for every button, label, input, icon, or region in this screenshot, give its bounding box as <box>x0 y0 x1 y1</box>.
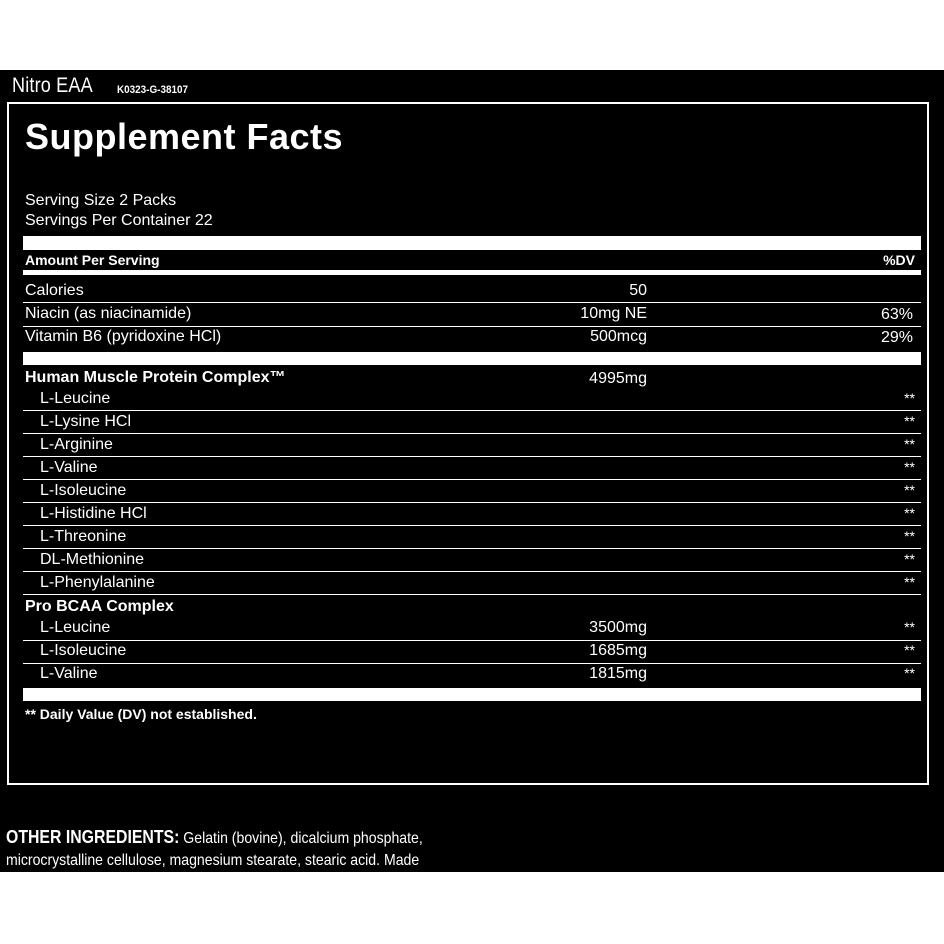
row-rule <box>23 571 921 572</box>
complex1-item-dv: ** <box>904 551 915 567</box>
complex2-item-dv: ** <box>904 642 915 658</box>
complex1-item-dv: ** <box>904 436 915 452</box>
complex2-item-label: L-Isoleucine <box>40 642 127 659</box>
complex1-item-dv: ** <box>904 505 915 521</box>
niacin-label: Niacin (as niacinamide) <box>25 305 192 322</box>
complex1-item-label: L-Leucine <box>40 390 111 407</box>
vitamin-b6-amount: 500mcg <box>590 328 647 345</box>
row-rule <box>23 433 921 434</box>
thick-divider <box>23 236 921 250</box>
row-rule <box>23 302 921 303</box>
thick-divider <box>23 352 921 365</box>
calories-amount: 50 <box>629 282 647 299</box>
complex1-item-label: L-Phenylalanine <box>40 574 155 591</box>
complex2-item-label: L-Leucine <box>40 619 111 636</box>
complex1-item-label: DL-Methionine <box>40 551 145 568</box>
complex1-item-dv: ** <box>904 413 915 429</box>
serving-size: Serving Size 2 Packs <box>25 192 177 209</box>
row-rule <box>23 479 921 480</box>
complex1-item-dv: ** <box>904 459 915 475</box>
product-name: Nitro EAA <box>12 74 93 97</box>
calories-label: Calories <box>25 282 84 299</box>
complex1-item-label: L-Arginine <box>40 436 113 453</box>
complex2-item-amount: 1685mg <box>589 642 647 659</box>
niacin-dv: 63% <box>880 306 913 323</box>
complex1-item-dv: ** <box>904 390 915 406</box>
facts-title: Supplement Facts <box>25 116 344 157</box>
supplement-facts-panel <box>7 102 929 785</box>
complex1-label: Human Muscle Protein Complex™ <box>25 369 286 386</box>
complex2-item-label: L-Valine <box>40 665 98 682</box>
row-rule <box>23 525 921 526</box>
other-ingredients-text: Gelatin (bovine), dicalcium phosphate, microcrystalline cellulose, magnesium stearate, stearic acid. Made in a GMP facility on equipment that processes milk, soy, egg, peanuts, tree nuts, fish, shellfish, wheat, and sesame. <box>6 830 423 913</box>
complex1-item-dv: ** <box>904 482 915 498</box>
complex2-label: Pro BCAA Complex <box>25 598 174 615</box>
complex1-item-label: L-Lysine HCl <box>40 413 131 430</box>
complex1-item-dv: ** <box>904 574 915 590</box>
thick-divider <box>23 688 921 701</box>
complex1-item-label: L-Histidine HCl <box>40 505 147 522</box>
row-rule <box>23 548 921 549</box>
row-rule <box>23 410 921 411</box>
medium-divider <box>23 270 921 275</box>
complex2-item-dv: ** <box>904 665 915 681</box>
other-ingredients <box>6 826 428 916</box>
dv-header: %DV <box>883 252 915 268</box>
complex1-item-label: L-Isoleucine <box>40 482 127 499</box>
row-rule <box>23 663 921 664</box>
dv-footnote: ** Daily Value (DV) not established. <box>25 706 257 722</box>
niacin-amount: 10mg NE <box>580 305 647 322</box>
row-rule <box>23 502 921 503</box>
complex1-item-label: L-Valine <box>40 459 98 476</box>
row-rule <box>23 594 921 595</box>
row-rule <box>23 640 921 641</box>
product-code: K0323-G-38107 <box>117 84 189 96</box>
complex1-item-dv: ** <box>904 528 915 544</box>
vitamin-b6-label: Vitamin B6 (pyridoxine HCl) <box>25 328 222 345</box>
vitamin-b6-dv: 29% <box>880 329 913 346</box>
row-rule <box>23 326 921 327</box>
row-rule <box>23 456 921 457</box>
complex1-item-label: L-Threonine <box>40 528 127 545</box>
complex2-item-dv: ** <box>904 619 915 635</box>
complex2-item-amount: 3500mg <box>589 619 647 636</box>
complex1-amount: 4995mg <box>589 370 647 387</box>
servings-per-container: Servings Per Container 22 <box>25 212 213 229</box>
label-panel <box>0 70 944 913</box>
other-ingredients-heading: OTHER INGREDIENTS: <box>6 827 180 847</box>
complex2-item-amount: 1815mg <box>589 665 647 682</box>
amount-per-serving-header: Amount Per Serving <box>25 252 160 268</box>
